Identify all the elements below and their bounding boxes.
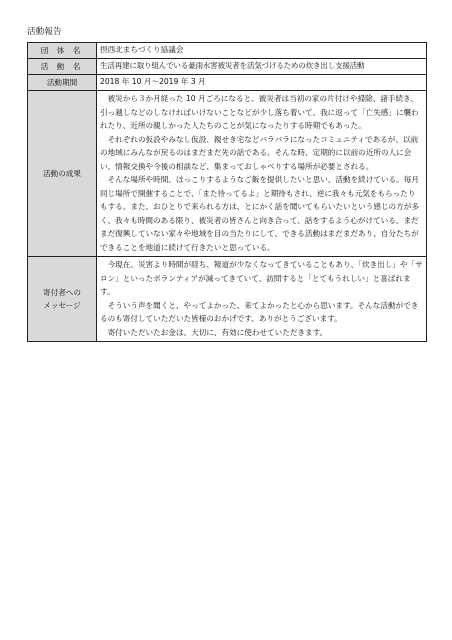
- report-table: [27, 42, 427, 342]
- results-paragraph: それぞれの仮設やみなし仮設、親せき宅などバラバラになったコミュニティであるが、以前の地域にみんなが戻るのはまだまだ先の話である。そんな時、定期的に以前の近所の人に会い、情報交換や今後の相談など、集まっておしゃべりする場所が必要とされる。: [100, 134, 419, 171]
- donor-message-label: [28, 257, 97, 342]
- row-organization: [28, 43, 427, 59]
- organization-value: 摂西北まちづくり協議会: [97, 43, 427, 59]
- period-label: 活動期間: [28, 75, 97, 91]
- activity-label: 活 動 名: [28, 59, 97, 75]
- donor-label-line: メッセージ: [43, 301, 81, 310]
- results-body: [97, 91, 427, 257]
- donor-label-line: 寄付者への: [43, 287, 81, 297]
- activity-value: 生活再建に取り組んでいる豪雨水害被災者を活気づけるための炊き出し支援活動: [97, 59, 427, 75]
- results-paragraph: そんな場所や時間、ほっこりするようなご飯を提供したいと思い、活動を続けている。毎月同じ場所で開催することで、「また待ってるよ」と期待もされ、逆に我々も元気をもらったりもする。また、おひとりで来られる方は、とにかく話を聞いてもらいたいという感じの方が多く、我々も時間のある限り、被災者の皆さんと向き合って、話をするよう心がけている。まだまだ復興していない家々や地域を目の当たりにして、できる活動はまだまだあり、自分たちができることを地道に続けて行きたいと思っている。: [100, 175, 419, 252]
- row-activity: [28, 59, 427, 75]
- row-results: [28, 91, 427, 257]
- donor-paragraph: 寄付いただいたお金は、大切に、有効に使わせていただきます。: [107, 327, 328, 337]
- donor-paragraph: 今現在、災害より時間が経ち、報道が少なくなってきていることもあり、「炊き出し」や「サロン」といったボランティアが減ってきていて、訪問すると「とてもうれしい」と喜ばれます。: [100, 260, 423, 296]
- period-value: 2018 年 10 月～2019 年 3 月: [97, 75, 427, 91]
- row-period: [28, 75, 427, 91]
- donor-message-body: [97, 257, 427, 342]
- donor-paragraph: そういう声を聞くと、やってよかった、来てよかったと心から思います。そんな活動ができるのも寄付していただいた皆様のおかげです、ありがとうございます。: [100, 300, 419, 323]
- row-donor-message: [28, 257, 427, 342]
- organization-label: 団 体 名: [28, 43, 97, 59]
- page-heading: 活動報告: [27, 27, 62, 37]
- results-paragraph: 被災から３か月経った 10 月ごろになると、被災者は当初の家の片付けや掃除、諸手続き、引っ越しなどのしなければいけないことなどが少し落ち着いて、我に返って「亡失感」に襲われたり、近所の親しかった人たちのことが気になったりする時期でもあった。: [100, 94, 419, 130]
- results-label: 活動の成果: [28, 91, 97, 257]
